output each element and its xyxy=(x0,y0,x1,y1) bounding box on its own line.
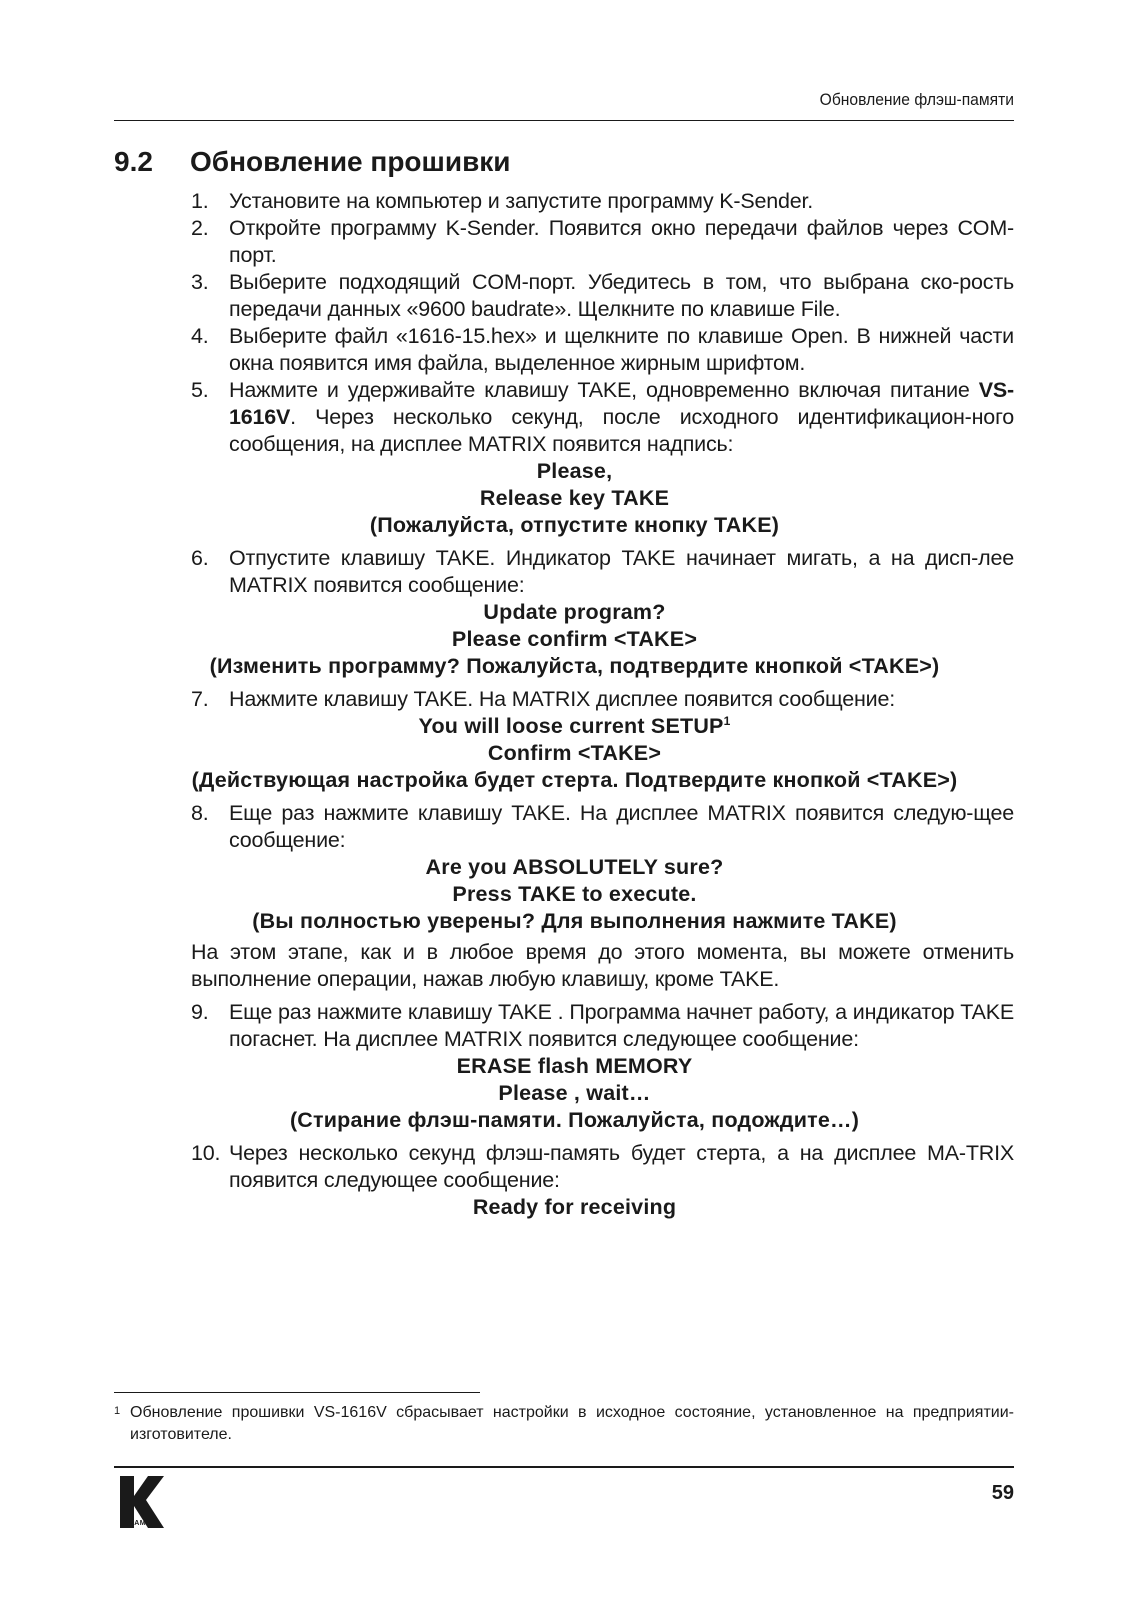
display-message-line xyxy=(111,713,1038,740)
step-7 xyxy=(191,686,1014,713)
step-10 xyxy=(191,1140,1014,1194)
step-number: 9. xyxy=(191,1000,209,1024)
step-text: Выберите файл «1616-15.hex» и щелкните по клавише Open. В нижней части окна появится имя файла, выделенное жирным шрифтом. xyxy=(229,324,1014,375)
message-text: You will loose current SETUP xyxy=(418,714,724,738)
step-number: 6. xyxy=(191,546,209,570)
page-number: 59 xyxy=(991,1482,1014,1504)
section-heading xyxy=(114,146,511,178)
footer-rule xyxy=(114,1466,1014,1468)
display-message-line: Release key TAKE xyxy=(479,486,670,510)
step-text: Через несколько секунд флэш-память будет стерта, а на дисплее MA-TRIX появится следующее сообщение: xyxy=(229,1141,1014,1192)
display-message-translation: (Действующая настройка будет стерта. Подтвердите кнопкой <TAKE>) xyxy=(191,768,958,792)
logo-wordmark: KRAMER xyxy=(123,1520,157,1527)
display-message-line: Are you ABSOLUTELY sure? xyxy=(425,855,724,879)
step-number: 1. xyxy=(191,189,209,213)
cancel-note: На этом этапе, как и в любое время до этого момента, вы можете отменить выполнение операции, нажав любую клавишу, кроме TAKE. xyxy=(191,940,1014,991)
step-number: 5. xyxy=(191,378,209,402)
device-model: VS-1616V xyxy=(229,378,1014,429)
step-8 xyxy=(191,800,1014,854)
step-1 xyxy=(191,188,1014,215)
step-4 xyxy=(191,323,1014,377)
steps-list xyxy=(191,188,1014,1221)
step-text-part: Нажмите и удерживайте клавишу TAKE, одновременно включая питание xyxy=(229,378,979,402)
step-text: Нажмите клавишу TAKE. На MATRIX дисплее появится сообщение: xyxy=(229,687,895,711)
step-text xyxy=(229,377,1014,458)
display-message-line: Please, xyxy=(536,459,613,483)
footnote-mark: 1 xyxy=(114,1405,121,1417)
footnote xyxy=(114,1402,1014,1446)
step-text: Еще раз нажмите клавишу TAKE . Программа начнет работу, а индикатор TAKE погаснет. На дисплее MATRIX появится следующее сообщение: xyxy=(229,1000,1014,1051)
step-text: Выберите подходящий COM-порт. Убедитесь в том, что выбрана ско-рость передачи данных «9600 baudrate». Щелкните по клавише File. xyxy=(229,270,1014,321)
display-message-translation: (Вы полностью уверены? Для выполнения нажмите TAKE) xyxy=(252,909,897,933)
display-message-line: Update program? xyxy=(483,600,666,624)
step-3 xyxy=(191,269,1014,323)
section-number: 9.2 xyxy=(114,146,153,177)
step-text: Установите на компьютер и запустите программу K-Sender. xyxy=(229,189,814,213)
display-message-line: Please , wait… xyxy=(498,1081,651,1105)
display-message-translation: (Пожалуйста, отпустите кнопку TAKE) xyxy=(369,513,780,537)
step-5 xyxy=(191,377,1014,458)
footnote-text: Обновление прошивки VS-1616V сбрасывает настройки в исходное состояние, установленное на предприятии-изготовителе. xyxy=(130,1404,1014,1443)
step-number: 10. xyxy=(191,1141,221,1165)
step-text: Еще раз нажмите клавишу TAKE. На дисплее MATRIX появится следую-щее сообщение: xyxy=(229,801,1014,852)
footnote-reference: 1 xyxy=(723,713,731,728)
display-message-line: ERASE flash MEMORY xyxy=(456,1054,693,1078)
display-message-translation: (Стирание флэш-памяти. Пожалуйста, подождите…) xyxy=(289,1108,860,1132)
step-9 xyxy=(191,999,1014,1053)
display-message-translation: (Изменить программу? Пожалуйста, подтвердите кнопкой <TAKE>) xyxy=(209,654,940,678)
step-number: 3. xyxy=(191,270,209,294)
step-6 xyxy=(191,545,1014,599)
step-number: 4. xyxy=(191,324,209,348)
running-header: Обновление флэш-памяти xyxy=(819,90,1014,109)
display-message-line: Confirm <TAKE> xyxy=(487,741,662,765)
step-text-part: . Через несколько секунд, после исходного идентификацион-ного сообщения, на дисплее MATRIX появится надпись: xyxy=(229,405,1014,456)
display-message-line: Please confirm <TAKE> xyxy=(451,627,698,651)
step-2 xyxy=(191,215,1014,269)
step-number: 2. xyxy=(191,216,209,240)
footnote-rule xyxy=(114,1392,480,1393)
step-number: 8. xyxy=(191,801,209,825)
step-number: 7. xyxy=(191,687,209,711)
display-message-line: Press TAKE to execute. xyxy=(452,882,697,906)
display-message-line: Ready for receiving xyxy=(472,1195,677,1219)
header-rule xyxy=(114,120,1014,121)
step-text: Отпустите клавишу TAKE. Индикатор TAKE начинает мигать, а на дисп-лее MATRIX появится сообщение: xyxy=(229,546,1014,597)
section-title: Обновление прошивки xyxy=(190,146,511,177)
step-text: Откройте программу K-Sender. Появится окно передачи файлов через COM-порт. xyxy=(229,216,1014,267)
